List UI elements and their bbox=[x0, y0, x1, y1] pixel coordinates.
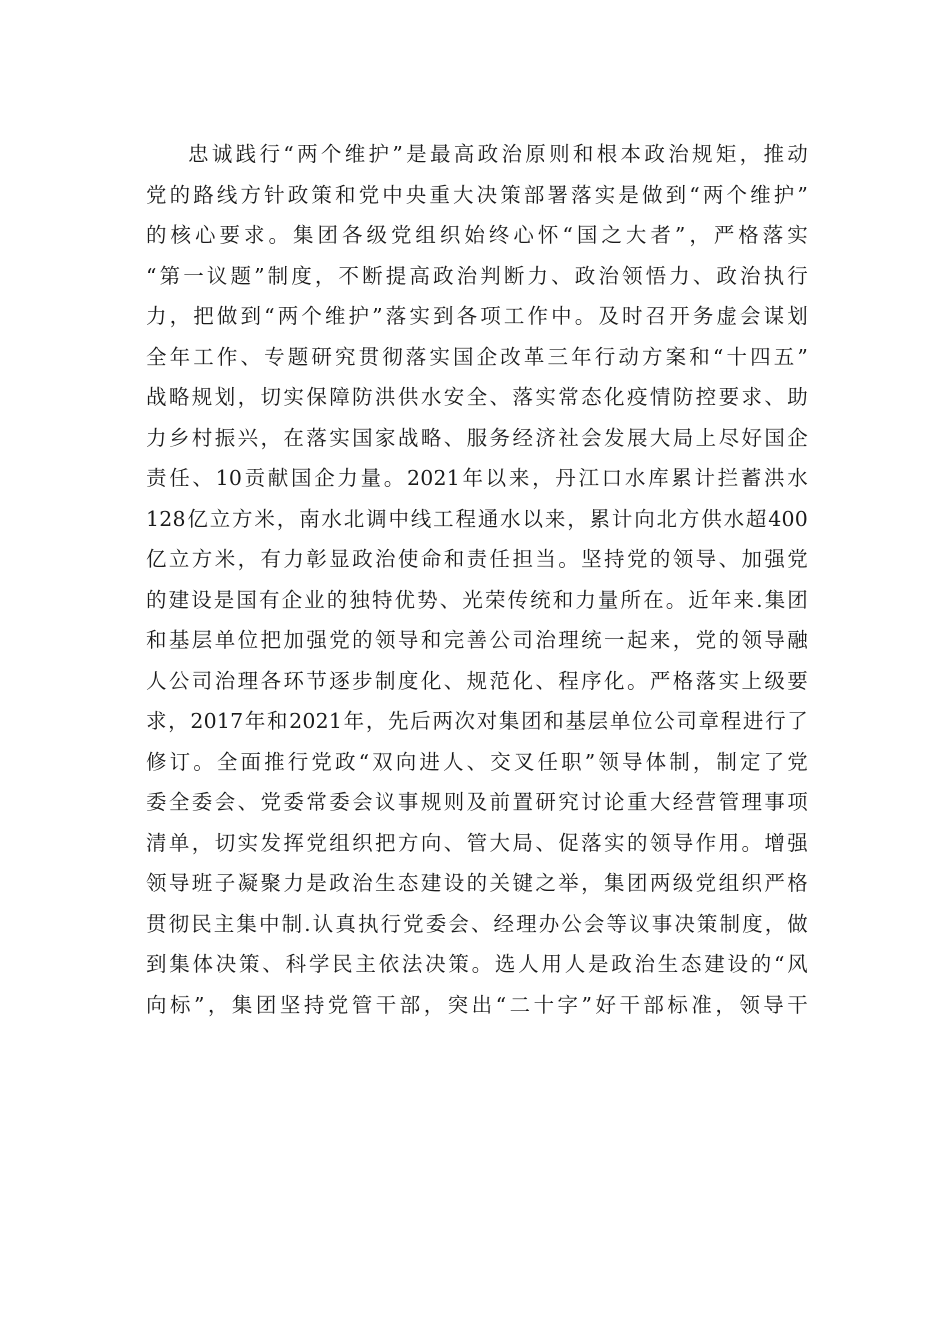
text-line: 委全委会、党委常委会议事规则及前置研究讨论重大经营管理事项 bbox=[146, 790, 808, 814]
text-line: 力，把做到“两个维护”落实到各项工作中。及时召开务虚会谋划 bbox=[146, 304, 808, 328]
text-line: 责任、10贡献国企力量。2021年以来，丹江口水库累计拦蓄洪水 bbox=[146, 466, 808, 490]
text-line: 清单，切实发挥党组织把方向、管大局、促落实的领导作用。增强 bbox=[146, 830, 808, 855]
text-line: 贯彻民主集中制.认真执行党委会、经理办公会等议事决策制度，做 bbox=[146, 911, 808, 936]
text-line: 亿立方米，有力彰显政治使命和责任担当。坚持党的领导、加强党 bbox=[146, 547, 808, 571]
text-line: 力乡村振兴，在落实国家战略、服务经济社会发展大局上尽好国企 bbox=[146, 425, 808, 450]
text-line: 和基层单位把加强党的领导和完善公司治理统一起来，党的领导融 bbox=[146, 628, 808, 652]
body-paragraph bbox=[146, 134, 808, 1025]
text-line: 向标”，集团坚持党管干部，突出“二十字”好干部标准，领导干 bbox=[146, 992, 808, 1017]
text-line: 求，2017年和2021年，先后两次对集团和基层单位公司章程进行了 bbox=[146, 709, 808, 733]
text-line: 全年工作、专题研究贯彻落实国企改革三年行动方案和“十四五” bbox=[146, 344, 808, 369]
text-line: 人公司治理各环节逐步制度化、规范化、程序化。严格落实上级要 bbox=[146, 668, 808, 693]
text-line: 到集体决策、科学民主依法决策。选人用人是政治生态建设的“风 bbox=[146, 952, 808, 976]
text-line: “第一议题”制度，不断提高政治判断力、政治领悟力、政治执行 bbox=[146, 263, 808, 288]
text-line: 忠诚践行“两个维护”是最高政治原则和根本政治规矩，推动 bbox=[188, 142, 808, 166]
text-line: 的核心要求。集团各级党组织始终心怀“国之大者”，严格落实 bbox=[146, 223, 808, 247]
text-line: 的建设是国有企业的独特优势、光荣传统和力量所在。近年来.集团 bbox=[146, 587, 808, 612]
text-line: 领导班子凝聚力是政治生态建设的关键之举，集团两级党组织严格 bbox=[146, 871, 808, 895]
text-line: 修订。全面推行党政“双向进人、交叉任职”领导体制，制定了党 bbox=[146, 749, 808, 774]
text-line: 战略规划，切实保障防洪供水安全、落实常态化疫情防控要求、助 bbox=[146, 385, 808, 409]
text-line: 党的路线方针政策和党中央重大决策部署落实是做到“两个维护” bbox=[146, 182, 808, 207]
text-line: 128亿立方米，南水北调中线工程通水以来，累计向北方供水超400 bbox=[146, 506, 808, 531]
